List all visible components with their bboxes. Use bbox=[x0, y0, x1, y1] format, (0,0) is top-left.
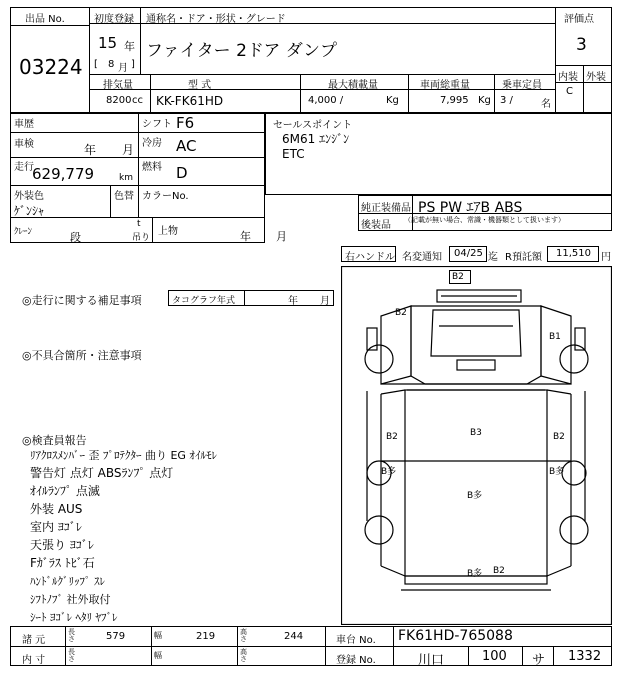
color-label: 外装色 bbox=[14, 191, 44, 202]
steering-value: 右ハンドル bbox=[345, 252, 395, 263]
plate-class: 100 bbox=[482, 649, 507, 664]
vehicle-diagram bbox=[341, 266, 612, 625]
tacho-month-unit: 月 bbox=[320, 296, 330, 307]
crane-tsuri: 吊り bbox=[132, 233, 151, 243]
inspector-line: 室内 ﾖｺﾞﾚ bbox=[30, 520, 82, 534]
crane-t: t bbox=[137, 219, 141, 229]
length-value: 579 bbox=[106, 631, 126, 642]
grade-value: 3 bbox=[576, 35, 587, 55]
displacement-value: 8200 bbox=[106, 95, 132, 106]
damage-mark: B多 bbox=[381, 467, 397, 477]
ac-label: 冷房 bbox=[142, 138, 162, 149]
inner-height-label: 高さ bbox=[240, 648, 247, 663]
inspector-line: Fｶﾞﾗｽ ﾄﾋﾞ石 bbox=[30, 556, 95, 570]
reg-year-unit: 年 bbox=[124, 40, 135, 53]
shift-value: F6 bbox=[176, 114, 195, 132]
damage-mark: B多 bbox=[467, 491, 483, 501]
capacity-unit: 名 bbox=[541, 99, 551, 110]
crane-dan: 段 bbox=[70, 231, 81, 244]
gross-weight-unit: Kg bbox=[478, 95, 491, 106]
ac-value: AC bbox=[176, 137, 197, 155]
loading-month-unit: 月 bbox=[276, 230, 287, 243]
plate-label: 登録 No. bbox=[336, 655, 376, 666]
max-load-value: 4,000 / bbox=[308, 95, 344, 106]
color-no-label: 色替 bbox=[114, 191, 134, 202]
crane-label: ｸﾚｰﾝ bbox=[14, 227, 33, 237]
inspector-line: 天張り ﾖｺﾞﾚ bbox=[30, 538, 94, 552]
tacho-label: タコグラフ年式 bbox=[172, 296, 236, 306]
inspector-line: 警告灯 点灯 ABSﾗﾝﾌﾟ 点灯 bbox=[30, 466, 174, 480]
shift-label: シフト bbox=[142, 119, 172, 130]
damage-mark: B3 bbox=[470, 428, 482, 438]
equipment-label: 純正装備品 bbox=[361, 203, 411, 214]
plate-kana: サ bbox=[532, 653, 546, 668]
height-label: 高さ bbox=[240, 628, 247, 643]
inspector-line: ｵｲﾙﾗﾝﾌﾟ 点滅 bbox=[30, 484, 100, 498]
driving-notes-label: ◎走行に関する補足事項 bbox=[22, 294, 142, 307]
history-label: 車歴 bbox=[14, 119, 34, 130]
chassis-label: 車台 No. bbox=[336, 635, 376, 646]
mileage-unit: km bbox=[119, 173, 133, 183]
length-label: 長さ bbox=[68, 628, 75, 643]
capacity-value: 3 / bbox=[500, 95, 513, 106]
model-name: ファイター 2ドア ダンプ bbox=[146, 41, 337, 61]
displacement-unit: cc bbox=[132, 95, 143, 106]
loading-year-unit: 年 bbox=[240, 230, 251, 243]
reg-year: 15 bbox=[98, 34, 118, 52]
damage-mark: B2 bbox=[553, 432, 565, 442]
equipment-value: PS PW ｴｱB ABS bbox=[418, 200, 523, 216]
name-change-label: 名変通知 bbox=[402, 252, 442, 263]
inspection-year-unit: 年 bbox=[84, 143, 97, 157]
sales-line-2: ETC bbox=[282, 147, 305, 161]
capacity-label: 乗車定員 bbox=[502, 80, 542, 91]
recycle-label: R預託額 bbox=[505, 252, 542, 263]
until-label: 迄 bbox=[488, 252, 498, 263]
displacement-label: 排気量 bbox=[103, 80, 133, 91]
inner-length-label: 長さ bbox=[68, 648, 75, 663]
sales-label: セールスポイント bbox=[273, 120, 353, 131]
inner-dims-label: 内 寸 bbox=[22, 655, 46, 666]
damage-mark: B2 bbox=[493, 566, 505, 576]
interior-label: 内装 bbox=[558, 72, 578, 83]
model-code-label: 型 式 bbox=[188, 80, 212, 91]
reg-month-bracket-open: [ bbox=[94, 59, 98, 70]
gross-weight-value: 7,995 bbox=[440, 95, 469, 106]
reg-month: 8 bbox=[108, 59, 115, 70]
inspector-line: ﾘｱｸﾛｽﾒﾝﾊﾞｰ 歪 ﾌﾟﾛﾃｸﾀｰ 曲り EG ｵｲﾙﾓﾚ bbox=[30, 449, 217, 462]
defects-label: ◎不具合箇所・注意事項 bbox=[22, 349, 142, 362]
damage-mark: B2 bbox=[395, 308, 407, 318]
grade-label: 評価点 bbox=[564, 14, 594, 25]
color-value: ｹﾞﾝｼｬ bbox=[14, 204, 45, 218]
lot-label: 出品 No. bbox=[25, 14, 65, 25]
plate-region: 川口 bbox=[418, 653, 445, 668]
width-label: 幅 bbox=[154, 631, 162, 640]
fuel-label: 燃料 bbox=[142, 162, 162, 173]
inspection-month-unit: 月 bbox=[122, 143, 135, 157]
exterior-label: 外装 bbox=[586, 72, 606, 83]
reg-month-bracket-close: ] bbox=[131, 59, 135, 70]
dims-label: 諸 元 bbox=[22, 635, 46, 646]
lot-number: 03224 bbox=[19, 55, 83, 79]
name-change-date: 04/25 bbox=[454, 248, 483, 259]
damage-mark: B1 bbox=[549, 332, 561, 342]
aftermarket-label: 後装品 bbox=[361, 220, 391, 231]
damage-mark: B2 bbox=[452, 272, 464, 282]
damage-mark: B多 bbox=[467, 569, 483, 579]
reg-month-unit: 月 bbox=[118, 63, 128, 74]
plate-number: 1332 bbox=[568, 649, 602, 664]
inspector-line: 外装 AUS bbox=[30, 502, 83, 516]
inspection-label: 車検 bbox=[14, 139, 34, 150]
fuel-value: D bbox=[176, 164, 188, 182]
recycle-unit: 円 bbox=[601, 252, 611, 263]
height-value: 244 bbox=[284, 631, 304, 642]
damage-mark: B多 bbox=[549, 467, 565, 477]
model-code: KK-FK61HD bbox=[156, 94, 224, 108]
first-reg-label: 初度登録 bbox=[94, 14, 134, 25]
mileage-label: 走行 bbox=[14, 162, 34, 173]
width-value: 219 bbox=[196, 631, 216, 642]
inspector-line: ｼｰﾄ ﾖｺﾞﾚ ﾍﾀﾘ ﾔﾌﾞﾚ bbox=[30, 611, 118, 624]
inspector-line: ｼﾌﾄﾉﾌﾞ 社外取付 bbox=[30, 593, 111, 606]
gross-weight-label: 車両総重量 bbox=[420, 80, 470, 91]
tacho-year-unit: 年 bbox=[288, 296, 298, 307]
aftermarket-note: （記載が無い場合、常識・機器類として扱います） bbox=[404, 216, 565, 224]
model-name-label: 通称名・ドア・形状・グレード bbox=[146, 14, 286, 25]
damage-mark: B2 bbox=[386, 432, 398, 442]
loading-label: 上物 bbox=[158, 226, 178, 237]
mileage-value: 629,779 bbox=[32, 165, 95, 183]
sales-line-1: 6M61 ｴﾝｼﾞﾝ bbox=[282, 132, 350, 146]
inspector-label: ◎検査員報告 bbox=[22, 434, 87, 447]
color-code-label: カラーNo. bbox=[142, 191, 189, 202]
inspector-line: ﾊﾝﾄﾞﾙｸﾞﾘｯﾌﾟ ｽﾚ bbox=[30, 575, 105, 588]
chassis-value: FK61HD-765088 bbox=[398, 628, 513, 644]
interior-grade: C bbox=[566, 86, 573, 97]
max-load-unit: Kg bbox=[386, 95, 399, 106]
max-load-label: 最大積載量 bbox=[328, 80, 378, 91]
recycle-amount: 11,510 bbox=[556, 248, 591, 259]
inner-width-label: 幅 bbox=[154, 651, 162, 660]
